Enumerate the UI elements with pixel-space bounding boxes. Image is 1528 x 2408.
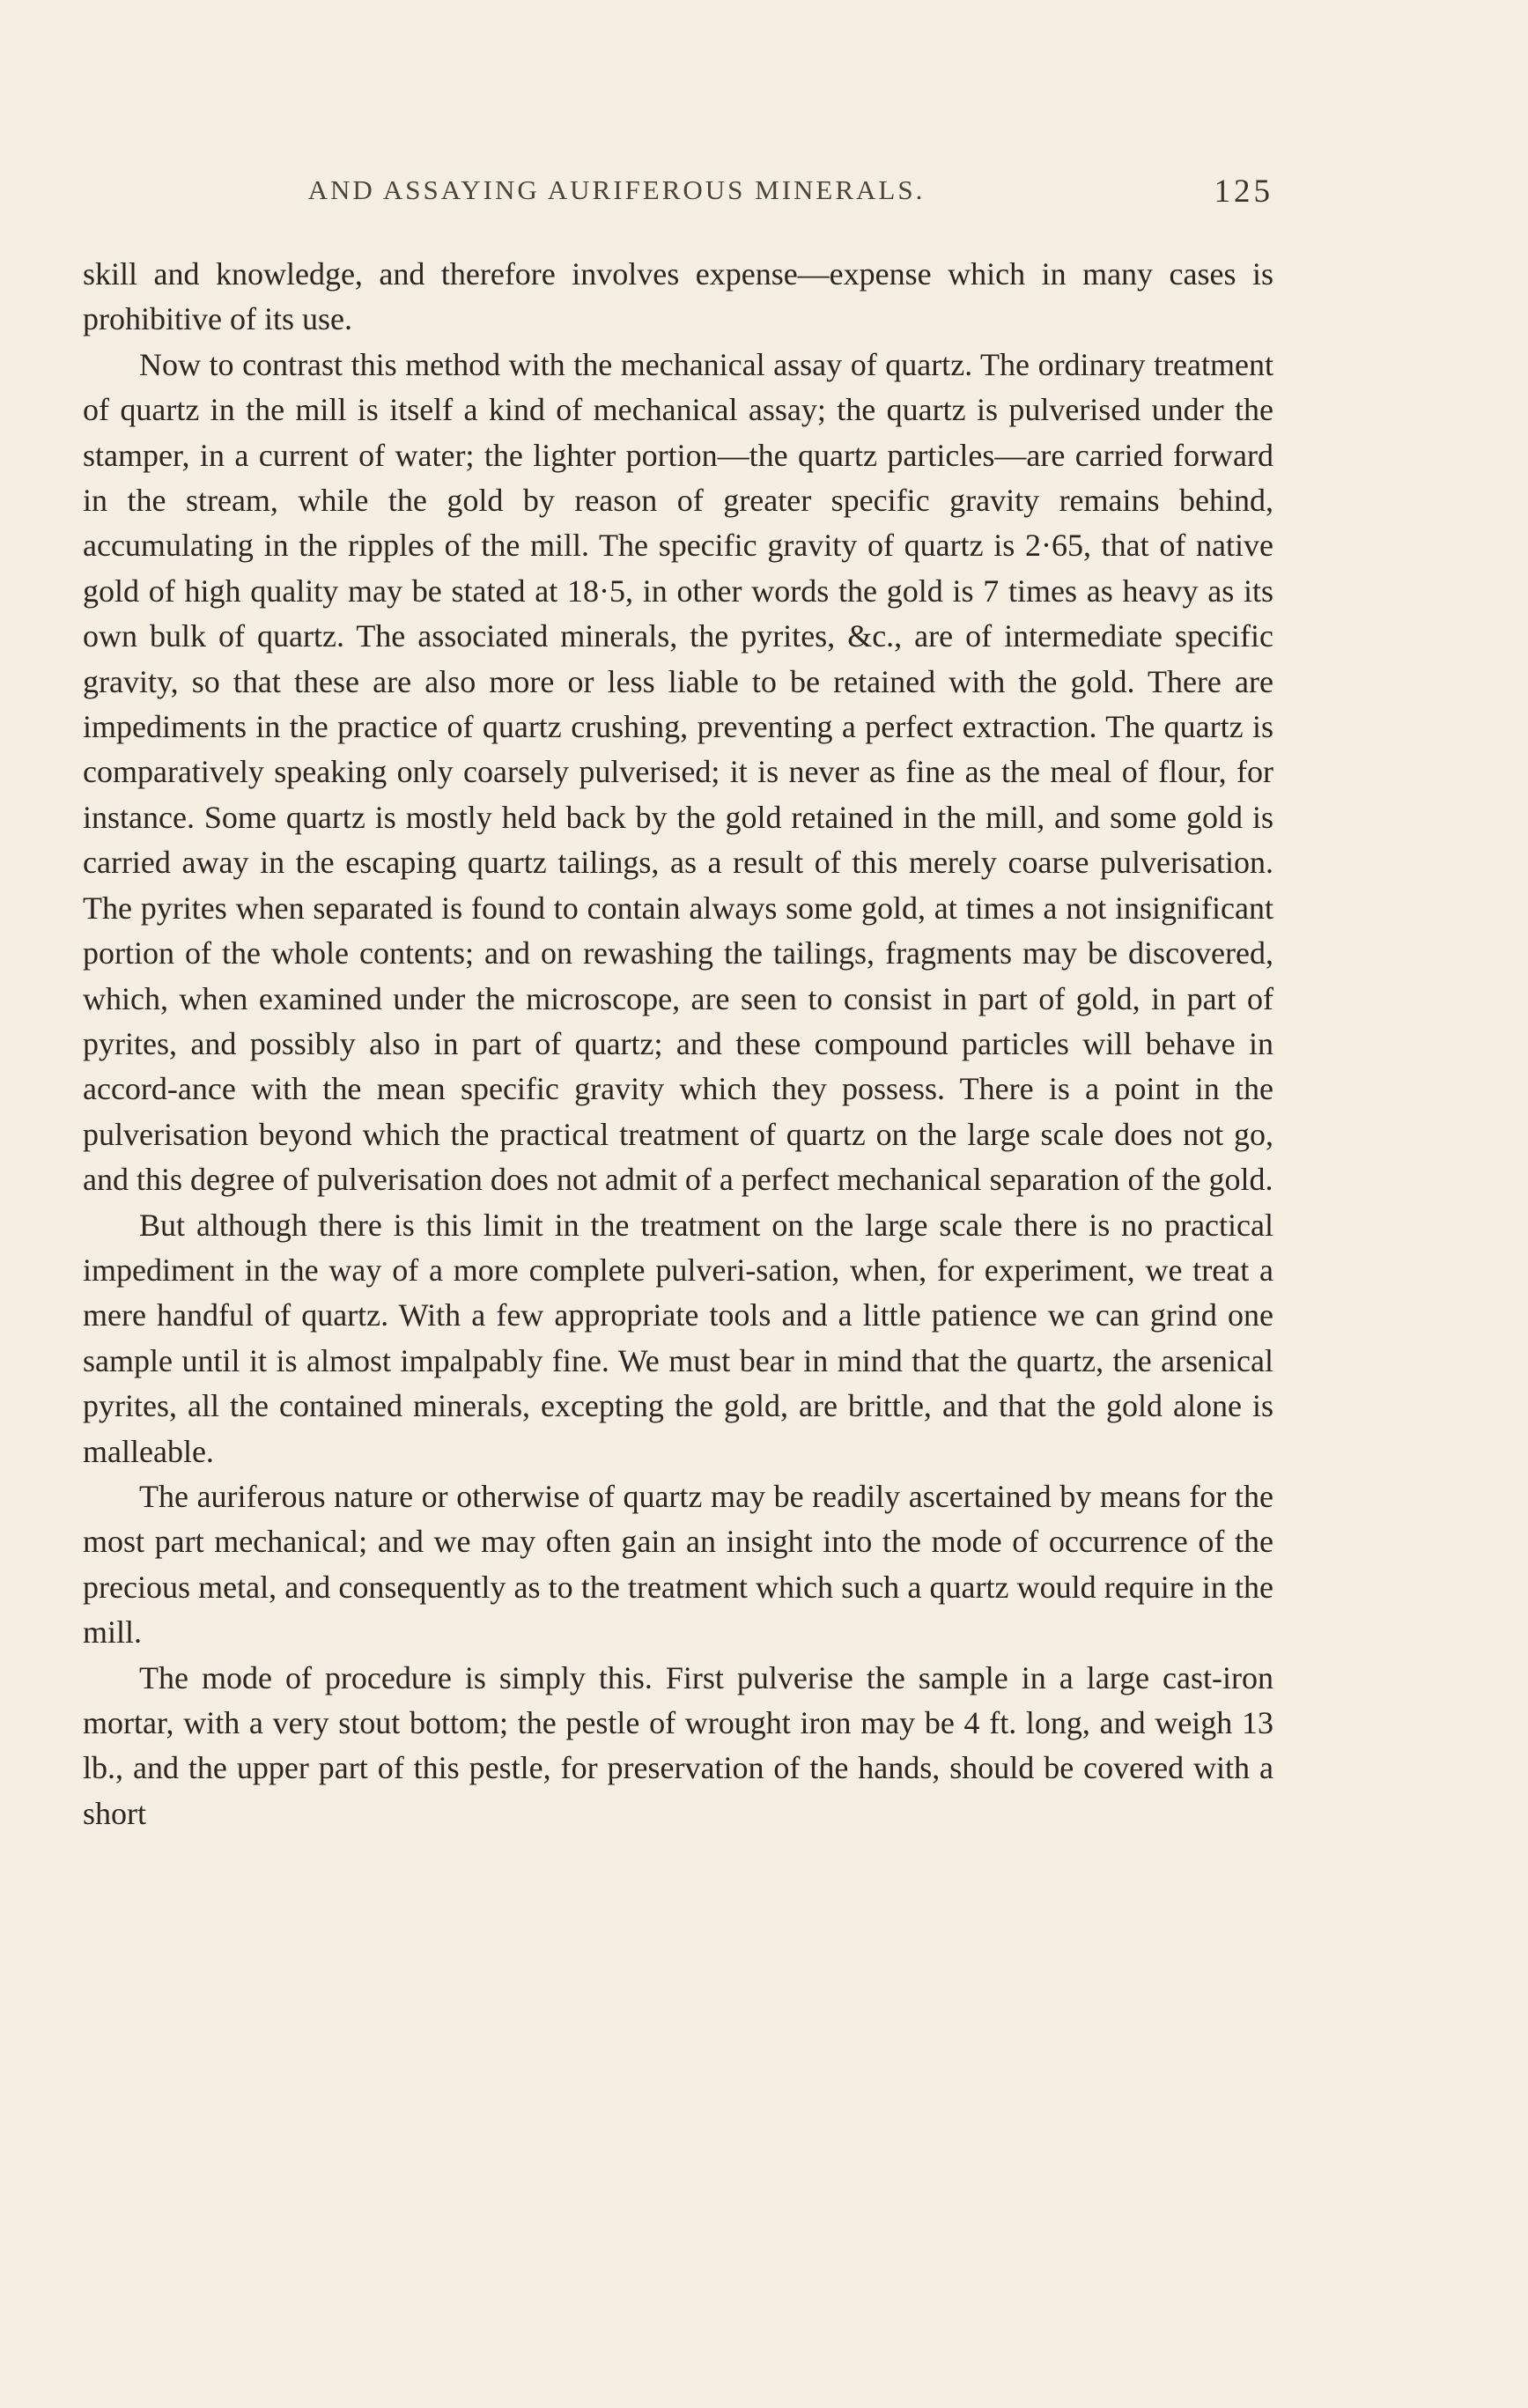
paragraph-procedure: The mode of procedure is simply this. First pulverise the sample in a large cast-iron mortar, with a very stout bottom; the pestle of wrought iron may be 4 ft. long, and weigh 13 lb., and the upper part of this pestle, for preservation of the hands, should be covered with a short (83, 1659, 1273, 1831)
running-title: AND ASSAYING AURIFEROUS MINERALS. (307, 174, 926, 205)
body-text (83, 252, 1273, 1836)
paragraph-continuation: skill and knowledge, and therefore involves expense—expense which in many cases is prohibitive of its use. (83, 256, 1273, 337)
paragraph-mechanical-assay: Now to contrast this method with the mechanical assay of quartz. The ordinary treatment of quartz in the mill is itself a kind of mechanical assay; the quartz is pulverised under the stamper, in a current of water; the lighter portion—the quartz particles—are carried forward in the stream, while the gold by reason of greater specific gravity remains behind, accumulating in the ripples of the mill. The specific gravity of quartz is 2·65, that of native gold of high quality may be stated at 18·5, in other words the gold is 7 times as heavy as its own bulk of quartz. The associated minerals, the pyrites, &c., are of intermediate specific gravity, so that these are also more or less liable to be retained with the gold. There are impediments in the practice of quartz crushing, preventing a perfect extraction. The quartz is comparatively speaking only coarsely pulverised; it is never as fine as the meal of flour, for instance. Some quartz is mostly held back by the gold retained in the mill, and some gold is carried away in the escaping quartz tailings, as a result of this merely coarse pulverisation. The pyrites when separated is found to contain always some gold, at times a not insignificant portion of the whole contents; and on rewashing the tailings, fragments may be discovered, which, when examined under the microscope, are seen to consist in part of gold, in part of pyrites, and possibly also in part of quartz; and these compound particles will behave in accord-ance with the mean specific gravity which they possess. There is a point in the pulverisation beyond which the practical treatment of quartz on the large scale does not go, and this degree of pulverisation does not admit of a perfect mechanical separation of the gold. (83, 346, 1273, 1198)
paragraph-auriferous-nature: The auriferous nature or otherwise of quartz may be readily ascertained by means for the most part mechanical; and we may often gain an insight into the mode of occurrence of the precious metal, and consequently as to the treatment which such a quartz would require in the mill. (83, 1478, 1273, 1651)
page-number: 125 (1214, 174, 1273, 210)
running-head (83, 174, 1273, 218)
paragraph-pulverisation-limit: But although there is this limit in the treatment on the large scale there is no practical impediment in the way of a more complete pulveri-sation, when, for experiment, we treat a mere handful of quartz. With a few appropriate tools and a little patience we can grind one sample until it is almost impalpably fine. We must bear in mind that the quartz, the arsenical pyrites, all the contained minerals, excepting the gold, are brittle, and that the gold alone is malleable. (83, 1207, 1273, 1469)
